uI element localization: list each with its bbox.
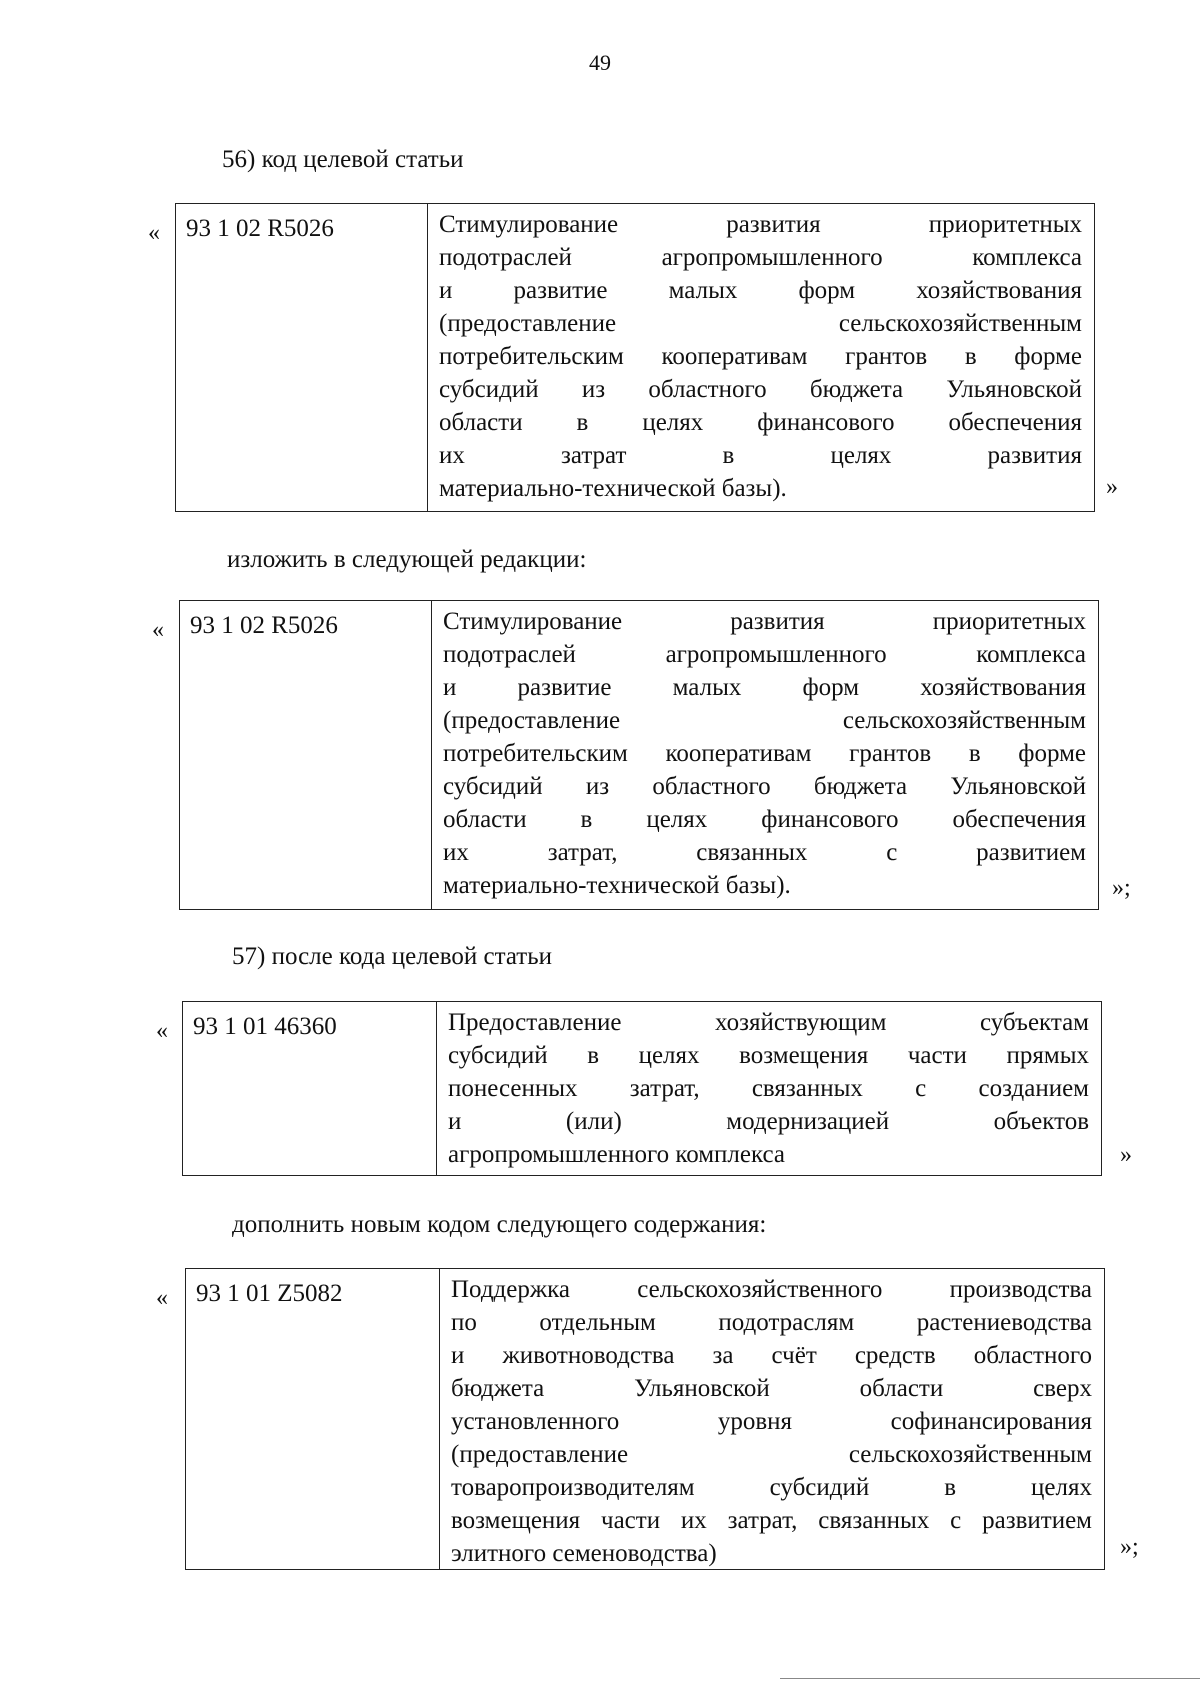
- scan-edge-line: [780, 1678, 1200, 1679]
- description-cell: [432, 601, 1098, 909]
- description-line: Поддержка сельскохозяйственного производства: [451, 1276, 1092, 1303]
- description-line: материально-технической базы).: [439, 475, 787, 502]
- description-line: потребительским кооперативам грантов в форме: [439, 343, 1082, 370]
- description-line: субсидий из областного бюджета Ульяновской: [443, 773, 1086, 800]
- description-line: Стимулирование развития приоритетных: [443, 608, 1086, 635]
- quote-open-3: «: [156, 1018, 168, 1044]
- description-line: (предоставление сельскохозяйственным: [451, 1441, 1092, 1468]
- quote-open-1: «: [148, 220, 160, 246]
- description-line: Стимулирование развития приоритетных: [439, 211, 1082, 238]
- description-cell: [437, 1002, 1101, 1175]
- description-line: подотраслей агропромышленного комплекса: [439, 244, 1082, 271]
- description-line: элитного семеноводства): [451, 1540, 717, 1567]
- quote-close-1: »: [1106, 474, 1118, 500]
- description-line: области в целях финансового обеспечения: [439, 409, 1082, 436]
- code-table-existing: [182, 1001, 1102, 1176]
- description-line: материально-технической базы).: [443, 872, 791, 899]
- code-table-new: [179, 600, 1099, 910]
- quote-open-4: «: [156, 1285, 168, 1311]
- description-line: и (или) модернизацией объектов: [448, 1108, 1089, 1135]
- section-57-heading: 57) после кода целевой статьи: [232, 943, 553, 970]
- description-line: области в целях финансового обеспечения: [443, 806, 1086, 833]
- description-line: и животноводства за счёт средств областного: [451, 1342, 1092, 1369]
- description-line: Предоставление хозяйствующим субъектам: [448, 1009, 1089, 1036]
- description-line: по отдельным подотраслям растениеводства: [451, 1309, 1092, 1336]
- description-line: (предоставление сельскохозяйственным: [443, 707, 1086, 734]
- description-line: их затрат, связанных с развитием: [443, 839, 1086, 866]
- instruction-add: дополнить новым кодом следующего содержания:: [232, 1211, 767, 1238]
- code-table-added: [185, 1268, 1105, 1570]
- description-cell: [428, 204, 1094, 511]
- description-cell: [440, 1269, 1104, 1569]
- section-56-heading: 56) код целевой статьи: [222, 146, 464, 173]
- description-line: потребительским кооперативам грантов в форме: [443, 740, 1086, 767]
- description-line: их затрат в целях развития: [439, 442, 1082, 469]
- description-line: и развитие малых форм хозяйствования: [443, 674, 1086, 701]
- code-cell: 93 1 01 Z5082: [186, 1269, 440, 1569]
- quote-close-2: »;: [1112, 875, 1131, 901]
- description-line: возмещения части их затрат, связанных с развитием: [451, 1507, 1092, 1534]
- code-cell: 93 1 02 R5026: [180, 601, 432, 909]
- quote-close-3: »: [1120, 1142, 1132, 1168]
- description-line: субсидий в целях возмещения части прямых: [448, 1042, 1089, 1069]
- description-line: бюджета Ульяновской области сверх: [451, 1375, 1092, 1402]
- instruction-replace: изложить в следующей редакции:: [227, 546, 587, 573]
- description-line: агропромышленного комплекса: [448, 1141, 786, 1168]
- page-number: 49: [589, 50, 611, 75]
- description-line: установленного уровня софинансирования: [451, 1408, 1092, 1435]
- code-cell: 93 1 02 R5026: [176, 204, 428, 511]
- quote-open-2: «: [152, 617, 164, 643]
- description-line: (предоставление сельскохозяйственным: [439, 310, 1082, 337]
- description-line: товаропроизводителям субсидий в целях: [451, 1474, 1092, 1501]
- description-line: и развитие малых форм хозяйствования: [439, 277, 1082, 304]
- quote-close-4: »;: [1120, 1534, 1139, 1560]
- description-line: подотраслей агропромышленного комплекса: [443, 641, 1086, 668]
- code-table-old: [175, 203, 1095, 512]
- description-line: понесенных затрат, связанных с созданием: [448, 1075, 1089, 1102]
- description-line: субсидий из областного бюджета Ульяновской: [439, 376, 1082, 403]
- code-cell: 93 1 01 46360: [183, 1002, 437, 1175]
